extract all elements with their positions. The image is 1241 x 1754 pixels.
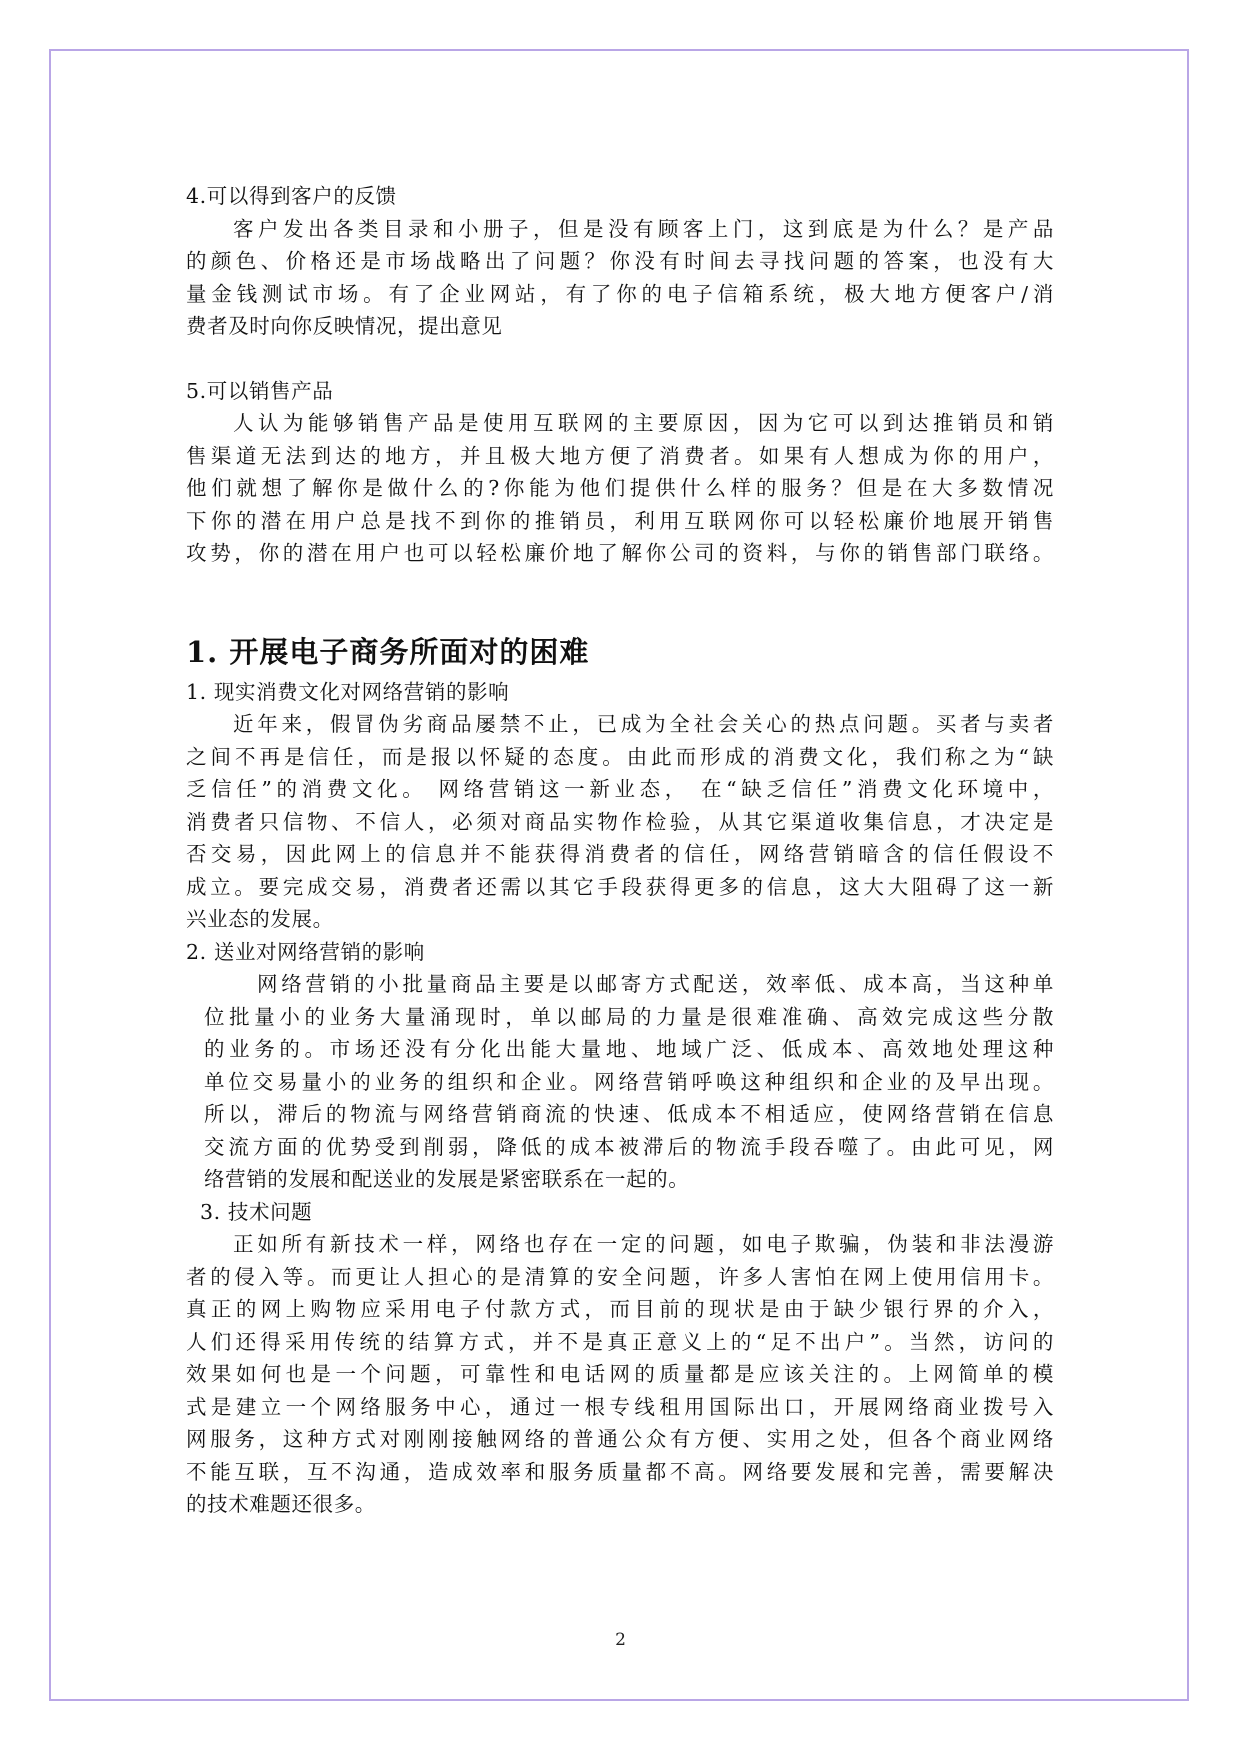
subsection-2-title: 2. 送业对网络营销的影响 [186,939,425,964]
subsection-3-line-8: 不能互联，互不沟通，造成效率和服务质量都不高。网络要发展和完善，需要解决 [186,1459,1054,1484]
subsection-3-line-1: 正如所有新技术一样，网络也存在一定的问题，如电子欺骗，伪装和非法漫游 [233,1232,1054,1256]
section-5-line-1: 人认为能够销售产品是使用互联网的主要原因，因为它可以到达推销员和销 [233,411,1054,435]
document-body [186,180,1054,1521]
subsection-3-line-7: 网服务，这种方式对刚刚接触网络的普通公众有方便、实用之处，但各个商业网络 [186,1427,1054,1451]
page-number: 2 [615,1630,626,1650]
subsection-2-line-6: 交流方面的优势受到削弱，降低的成本被滞后的物流手段吞噬了。由此可见，网 [204,1134,1054,1159]
subsection-1-line-1: 近年来，假冒伪劣商品屡禁不止，已成为全社会关心的热点问题。买者与卖者 [233,712,1054,736]
section-5-line-4: 下你的潜在用户总是找不到你的推销员，利用互联网你可以轻松廉价地展开销售 [186,508,1054,533]
subsection-1-line-5: 否交易，因此网上的信息并不能获得消费者的信任，网络营销暗含的信任假设不 [186,842,1054,866]
section-4-line-2: 的颜色、价格还是市场战略出了问题？你没有时间去寻找问题的答案，也没有大 [186,249,1054,273]
subsection-2-line-1: 网络营销的小批量商品主要是以邮寄方式配送，效率低、成本高，当这种单 [257,972,1054,996]
subsection-3-line-6: 式是建立一个网络服务中心，通过一根专线租用国际出口，开展网络商业拨号入 [186,1394,1054,1419]
subsection-1-line-7: 兴业态的发展。 [186,907,334,931]
section-5-line-5: 攻势，你的潜在用户也可以轻松廉价地了解你公司的资料，与你的销售部门联络。 [186,541,1054,565]
subsection-1-line-2: 之间不再是信任，而是报以怀疑的态度。由此而形成的消费文化，我们称之为“缺 [186,744,1054,769]
subsection-3-line-5: 效果如何也是一个问题，可靠性和电话网的质量都是应该关注的。上网简单的模 [186,1362,1054,1386]
subsection-3-line-9: 的技术难题还很多。 [186,1492,376,1516]
subsection-2-line-3: 的业务的。市场还没有分化出能大量地、地域广泛、低成本、高效地处理这种 [204,1037,1054,1061]
section-4-line-3: 量金钱测试市场。有了企业网站，有了你的电子信箱系统，极大地方便客户/消 [186,281,1054,306]
subsection-2-line-5: 所以，滞后的物流与网络营销商流的快速、低成本不相适应，使网络营销在信息 [204,1102,1054,1126]
section-4-line-4: 费者及时向你反映情况，提出意见 [186,314,503,338]
subsection-1-title: 1. 现实消费文化对网络营销的影响 [186,679,510,704]
subsection-1-line-6: 成立。要完成交易，消费者还需以其它手段获得更多的信息，这大大阻碍了这一新 [186,874,1054,899]
section-4-line-1: 客户发出各类目录和小册子，但是没有顾客上门，这到底是为什么？是产品 [233,216,1054,241]
section-heading: 1. 开展电子商务所面对的困难 [186,634,590,669]
subsection-2-line-2: 位批量小的业务大量涌现时，单以邮局的力量是很难准确、高效完成这些分散 [204,1004,1054,1029]
section-5-line-3: 他们就想了解你是做什么的?你能为他们提供什么样的服务？但是在大多数情况 [186,476,1054,500]
subsection-2-line-7: 络营销的发展和配送业的发展是紧密联系在一起的。 [204,1167,690,1191]
subsection-2-line-4: 单位交易量小的业务的组织和企业。网络营销呼唤这种组织和企业的及早出现。 [204,1069,1054,1094]
subsection-3-line-2: 者的侵入等。而更让人担心的是清算的安全问题，许多人害怕在网上使用信用卡。 [186,1264,1054,1289]
subsection-3-line-4: 人们还得采用传统的结算方式，并不是真正意义上的“足不出户”。当然，访问的 [186,1329,1054,1354]
subsection-1-line-3: 乏信任”的消费文化。 网络营销这一新业态， 在“缺乏信任”消费文化环境中， [186,777,1054,801]
subsection-3-title: 3. 技术问题 [200,1199,313,1224]
subsection-1-line-4: 消费者只信物、不信人，必须对商品实物作检验，从其它渠道收集信息，才决定是 [186,809,1054,834]
spacer [186,343,1054,375]
section-5-title: 5.可以销售产品 [186,378,334,403]
subsection-3-line-3: 真正的网上购物应采用电子付款方式，而目前的现状是由于缺少银行界的介入， [186,1297,1054,1321]
section-5-line-2: 售渠道无法到达的地方，并且极大地方便了消费者。如果有人想成为你的用户， [186,443,1054,468]
section-4-title: 4.可以得到客户的反馈 [186,184,397,208]
